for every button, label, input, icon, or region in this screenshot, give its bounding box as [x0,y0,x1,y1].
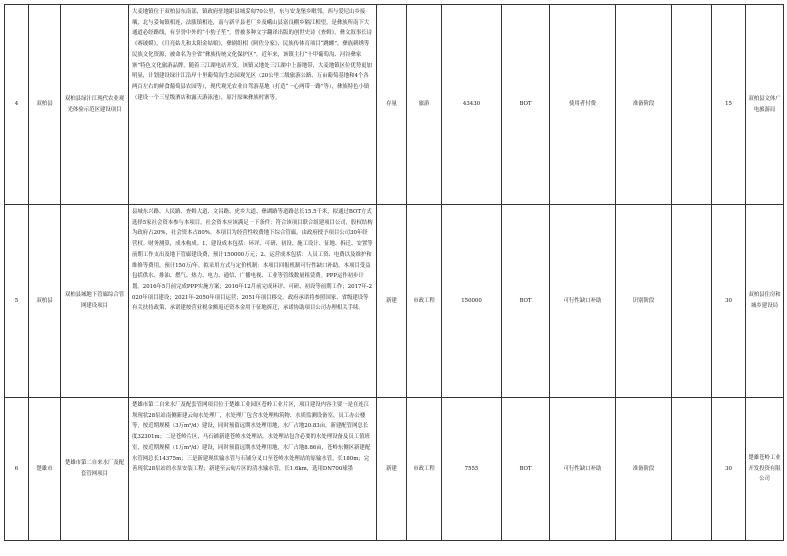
years-cell: 30 [712,205,746,398]
stage-cell: 识别阶段 [616,205,672,398]
description-text: 楚雄市第二自来水厂及配套管网项目位于楚雄工业园区苍岭工业片区，项目建设内容主要一是在连江坝现状28泵站南侧新建云甸水处理厂，水处理厂包含水处理构筑物、水质监测设备室、员工办公楼等，按近期规模（3万m³/d）建设，同时预留远期水处理用地，水厂占地20.83亩，新建配管网总长度32301m；二是苍岭片区，马石铺新建苍岭水处理站，水处理站包含必要的水处理设备及员工值班室，按近期规模（1万m³/d）建设，同时预留远期水处理用地，水厂占地8.86亩，苍岭东侧区新建配水管网总长14375m；三是新建现状输水管与石铺分叉口至苍岭水处理站的原输水管，长180m；完善现状28泵站的水泵安装工程；新建至云甸片区的清水输水管，长1.6km，选用DN700球墨 [132,402,371,473]
stage-cell: 准备阶段 [616,398,672,541]
years-cell: 30 [712,398,746,541]
description-cell [129,205,377,398]
agency-cell: 楚雄苍岭工业开发投资有限公司 [746,398,784,541]
investment-cell: 150000 [442,205,502,398]
operation-mode-cell: BOT [502,5,550,205]
years-cell: 15 [712,5,746,205]
description-cell [129,5,377,205]
operation-mode-cell: BOT [502,205,550,398]
investment-cell: 43430 [442,5,502,205]
project-name-cell: 双柏县绿汁江现代农业观光体验示范区建设项目 [61,5,129,205]
agency-cell: 双柏县住房和城乡建设局 [746,205,784,398]
description-text: 大麦地镇位于双柏县东南部，镇政府驻地距县城妥甸70公里，东与安龙堡乡毗邻，西与爱尼山乡接壤，北与妥甸镇相连，法脿镇相连，南与新平县老厂乡及峨山县富良棚乡隔江相望，是彝族所南下大通道必经路线，有享誉中外的“小豹子笙”，曾被多种文字翻译出版的创世史诗《查姆》，彝文叙事长诗《赛玻嫫》，《月亮姑儿和太阳金姑娘》，彝剧组相《阿佐分家》，民族传体育项目“跳螺”，彝族刺绣等民族文化资源，被命名为全省“彝族传统文化保护区”。近年来，该镇主打“十甲葡萄沟、河谷彝家寨”特色文化旅游品牌，随着三江湖电站开发，该镇又地处三江湖中上游地带，大麦地镇区位优势更加明显，计划建设绿汁江沿岸十里葡萄沟生态园观光区（20公里二级旅游公路、万亩葡萄基地和4个各两百左右的鲜食葡萄县农园等），现代观光农业自驾游基地（打造“一心两带一路”等），彝族特色小镇（建设一个三星级酒店和露天游泳池），原汁原味彝族村寨等。 [132,9,372,101]
stage-cell: 准备阶段 [616,5,672,205]
row-number: 5 [5,205,29,398]
county-cell: 双柏县 [29,205,61,398]
project-type-cell: 存量 [377,5,407,205]
return-mechanism-cell: 可行性缺口补助 [550,398,616,541]
row-number: 6 [5,398,29,541]
blank-cell [672,398,712,541]
investment-cell: 7555 [442,398,502,541]
agency-cell: 双柏县文体广电旅游局 [746,5,784,205]
row-number: 4 [5,5,29,205]
description-cell [129,398,377,541]
county-cell: 楚雄市 [29,398,61,541]
table-row [5,398,784,541]
operation-mode-cell: BOT [502,398,550,541]
description-text: 县城东兴路、人民路、查姆大道、文昌路、虎乡大道、彝湖路等道路总长15.5千米，拟通过BOT方式选择5家社会资本参与本项目。社会资本应该满足一下条件：符合该项目联合组建项目公司，股权结构为政府占20%，社会资本占80%。本项目为经营性收费地下综合管廊，由政府授予项目公司30年经营权。财务测算，成本构成。1、建设成本包括：环评、可研、初设、施工设计、征地、拆迁、安置等前期工作支出及地下管廊建设费，预计150000万元；2、运营成本包括：人员工资、电费以及维护和维修等费用，预计150万/年。拟采用方式与定价机制：本项目回报机制可行性缺口补助，本项目受益包括供水、排油、燃气、热力、电力、通信、广播电视、工业等管线数量租赁费。PPP运作初步计划。2016年5月前完成PPP实施方案；2016年12月前完成环评、可研、初设等前期工作；2017年-2020年项目建设；2021年-2050年项目运营；2051年项目移交。政府承诺将参照国家、省级建设等有关扶持政策，承诺建按营业税金额返还资本金用于征地拆迁，承诺协助项目公司办理相关手续。 [132,209,373,312]
category-cell: 旅游 [407,5,442,205]
project-type-cell: 新建 [377,398,407,541]
category-cell: 市政工程 [407,398,442,541]
county-cell: 双柏县 [29,5,61,205]
ppp-project-table [4,4,784,541]
blank-cell [672,5,712,205]
return-mechanism-cell: 可行性缺口补助 [550,205,616,398]
table-row [5,205,784,398]
project-name-cell: 楚雄市第二自来水厂及配套管网项目 [61,398,129,541]
project-type-cell: 新建 [377,205,407,398]
return-mechanism-cell: 使用者付费 [550,5,616,205]
table-row [5,5,784,205]
project-name-cell: 双柏县城地下管廊综合管网建设项目 [61,205,129,398]
blank-cell [672,205,712,398]
category-cell: 市政工程 [407,205,442,398]
